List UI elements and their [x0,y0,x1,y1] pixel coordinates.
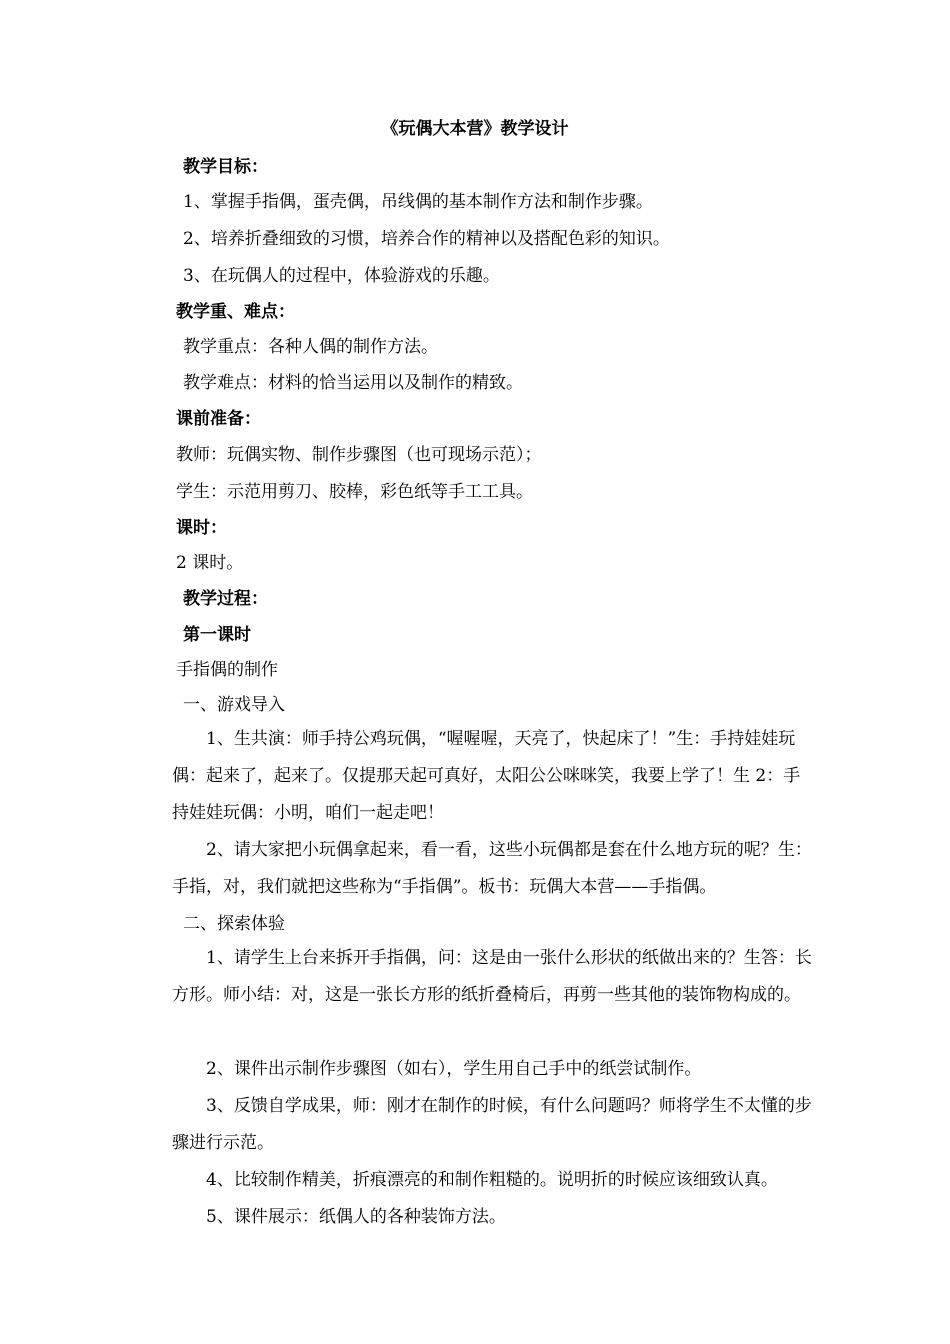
goal-item: 1、掌握手指偶，蛋壳偶，吊线偶的基本制作方法和制作步骤。 [183,192,653,212]
goal-item: 3、在玩偶人的过程中，体验游戏的乐趣。 [183,266,500,286]
section2-paragraph: 3、反馈自学成果，师：刚才在制作的时候，有什么问题吗？师将学生不太懂的步骤进行示范。 [172,1096,812,1153]
section2-paragraph: 5、课件展示：纸偶人的各种装饰方法。 [206,1207,506,1227]
hours-value: 2 课时。 [176,553,244,573]
goals-heading: 教学目标： [183,157,268,177]
process-heading: 教学过程： [183,589,268,609]
section1-paragraph: 1、生共演：师手持公鸡玩偶，“喔喔喔，天亮了，快起床了！”生：手持娃娃玩偶：起来了，起来了。仅提那天起可真好，太阳公公咪咪笑，我要上学了！生 2：手持娃娃玩偶：小明，咱们一起走吧！ [172,729,801,823]
section2-paragraph: 2、课件出示制作步骤图（如右），学生用自己手中的纸尝试制作。 [206,1059,702,1079]
key-point: 教学重点：各种人偶的制作方法。 [183,337,438,357]
lesson1-topic: 手指偶的制作 [176,660,278,680]
section1-heading: 一、游戏导入 [183,695,285,715]
hours-heading: 课时： [176,518,227,538]
prep-teacher: 教师：玩偶实物、制作步骤图（也可现场示范）； [176,445,542,465]
section2-paragraph: 4、比较制作精美，折痕漂亮的和制作粗糙的。说明折的时候应该细致认真。 [206,1170,778,1190]
document-title: 《玩偶大本营》教学设计 [381,119,569,139]
section2-paragraph: 1、请学生上台来拆开手指偶，问：这是由一张什么形状的纸做出来的？生答：长方形。师小结：对，这是一张长方形的纸折叠椅后，再剪一些其他的装饰物构成的。 [172,948,812,1005]
prep-student: 学生：示范用剪刀、胶棒，彩色纸等手工工具。 [176,482,533,502]
section2-heading: 二、探索体验 [183,914,285,934]
lesson1-heading: 第一课时 [183,625,251,645]
difficult-point: 教学难点：材料的恰当运用以及制作的精致。 [183,373,523,393]
prep-heading: 课前准备： [176,409,261,429]
goal-item: 2、培养折叠细致的习惯，培养合作的精神以及搭配色彩的知识。 [183,229,670,249]
key-points-heading: 教学重、难点： [176,302,295,322]
section1-paragraph: 2、请大家把小玩偶拿起来，看一看，这些小玩偶都是套在什么地方玩的呢？生：手指，对，我们就把这些称为“手指偶”。板书：玩偶大本营——手指偶。 [172,840,812,897]
